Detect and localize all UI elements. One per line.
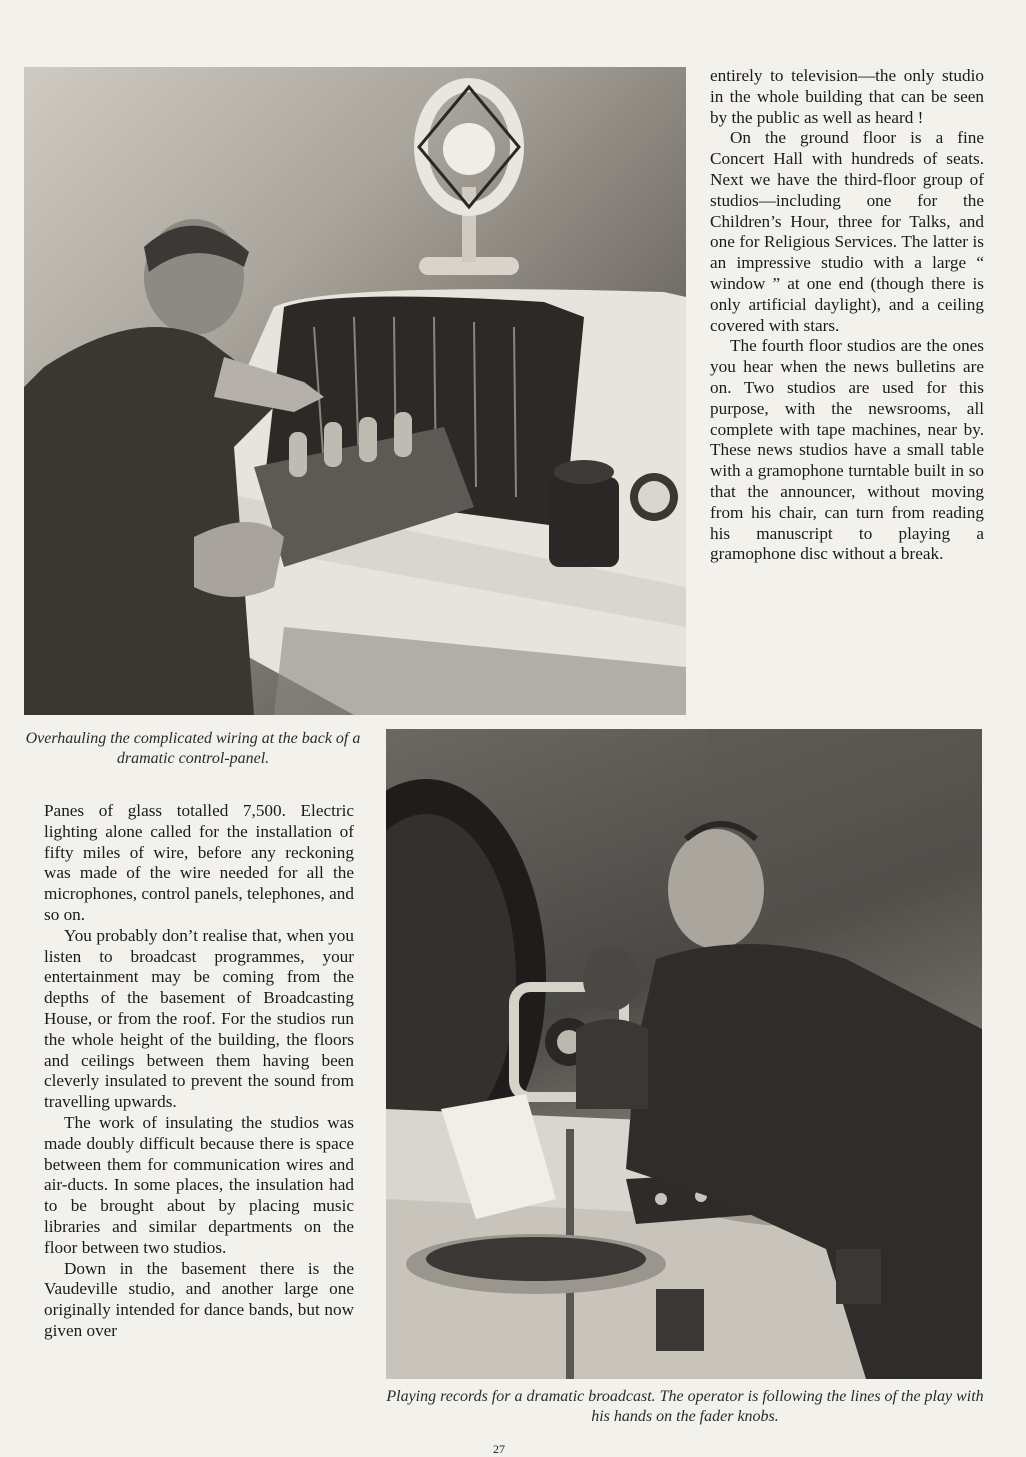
- left-paragraph-2: You probably don’t realise that, when you listen to broadcast programmes, your entertainment may be coming from the depths of the basement of Broadcasting House, or from the roof. For the studios run the whole height of the building, the floors and ceilings between them having been cleverly insulated to prevent the sound from travelling upwards.: [44, 925, 354, 1112]
- left-paragraph-1: Panes of glass totalled 7,500. Electric lighting alone called for the installation of fifty miles of wire, before any reckoning was made of the wire needed for all the microphones, control panels, telephones, and so on.: [44, 801, 354, 924]
- photo-control-panel-illustration: [24, 67, 686, 715]
- right-column-text: [710, 66, 984, 565]
- right-paragraph-3: The fourth floor studios are the ones you hear when the news bulletins are on. Two studios are used for this purpose, with the newsrooms, all complete with tape machines, near by. These news studios have a small table with a gramophone turntable built in so that the announcer, without moving from his chair, can turn from reading his manuscript to playing a gramophone disc without a break.: [710, 336, 984, 564]
- caption-control-panel: Overhauling the complicated wiring at the back of a dramatic control-panel.: [25, 730, 361, 767]
- left-column-text: [44, 801, 354, 1342]
- right-paragraph-2: On the ground floor is a fine Concert Hall with hundreds of seats. Next we have the third-floor group of studios—including one for the Children’s Hour, three for Talks, and one for Religious Services. The latter is an impressive studio with a large “ window ” at one end (though there is only artificial daylight), and a ceiling covered with stars.: [710, 128, 984, 335]
- page-number: 27: [493, 1442, 505, 1456]
- photo-playing-records: [386, 729, 982, 1379]
- caption-playing-records: Playing records for a dramatic broadcast. The operator is following the lines of the play with his hands on the fader knobs.: [386, 1388, 984, 1425]
- right-paragraph-1: entirely to television—the only studio in the whole building that can be seen by the public as well as heard !: [710, 66, 984, 127]
- left-paragraph-3: The work of insulating the studios was made doubly difficult because there is space between them for communication wires and air-ducts. In some places, the insulation had to be brought about by placing music libraries and similar departments on the floor between two studios.: [44, 1112, 354, 1257]
- left-paragraph-4: Down in the basement there is the Vaudeville studio, and another large one originally intended for dance bands, but now given over: [44, 1258, 354, 1340]
- photo-control-panel: [24, 67, 686, 715]
- photo-playing-records-illustration: [386, 729, 982, 1379]
